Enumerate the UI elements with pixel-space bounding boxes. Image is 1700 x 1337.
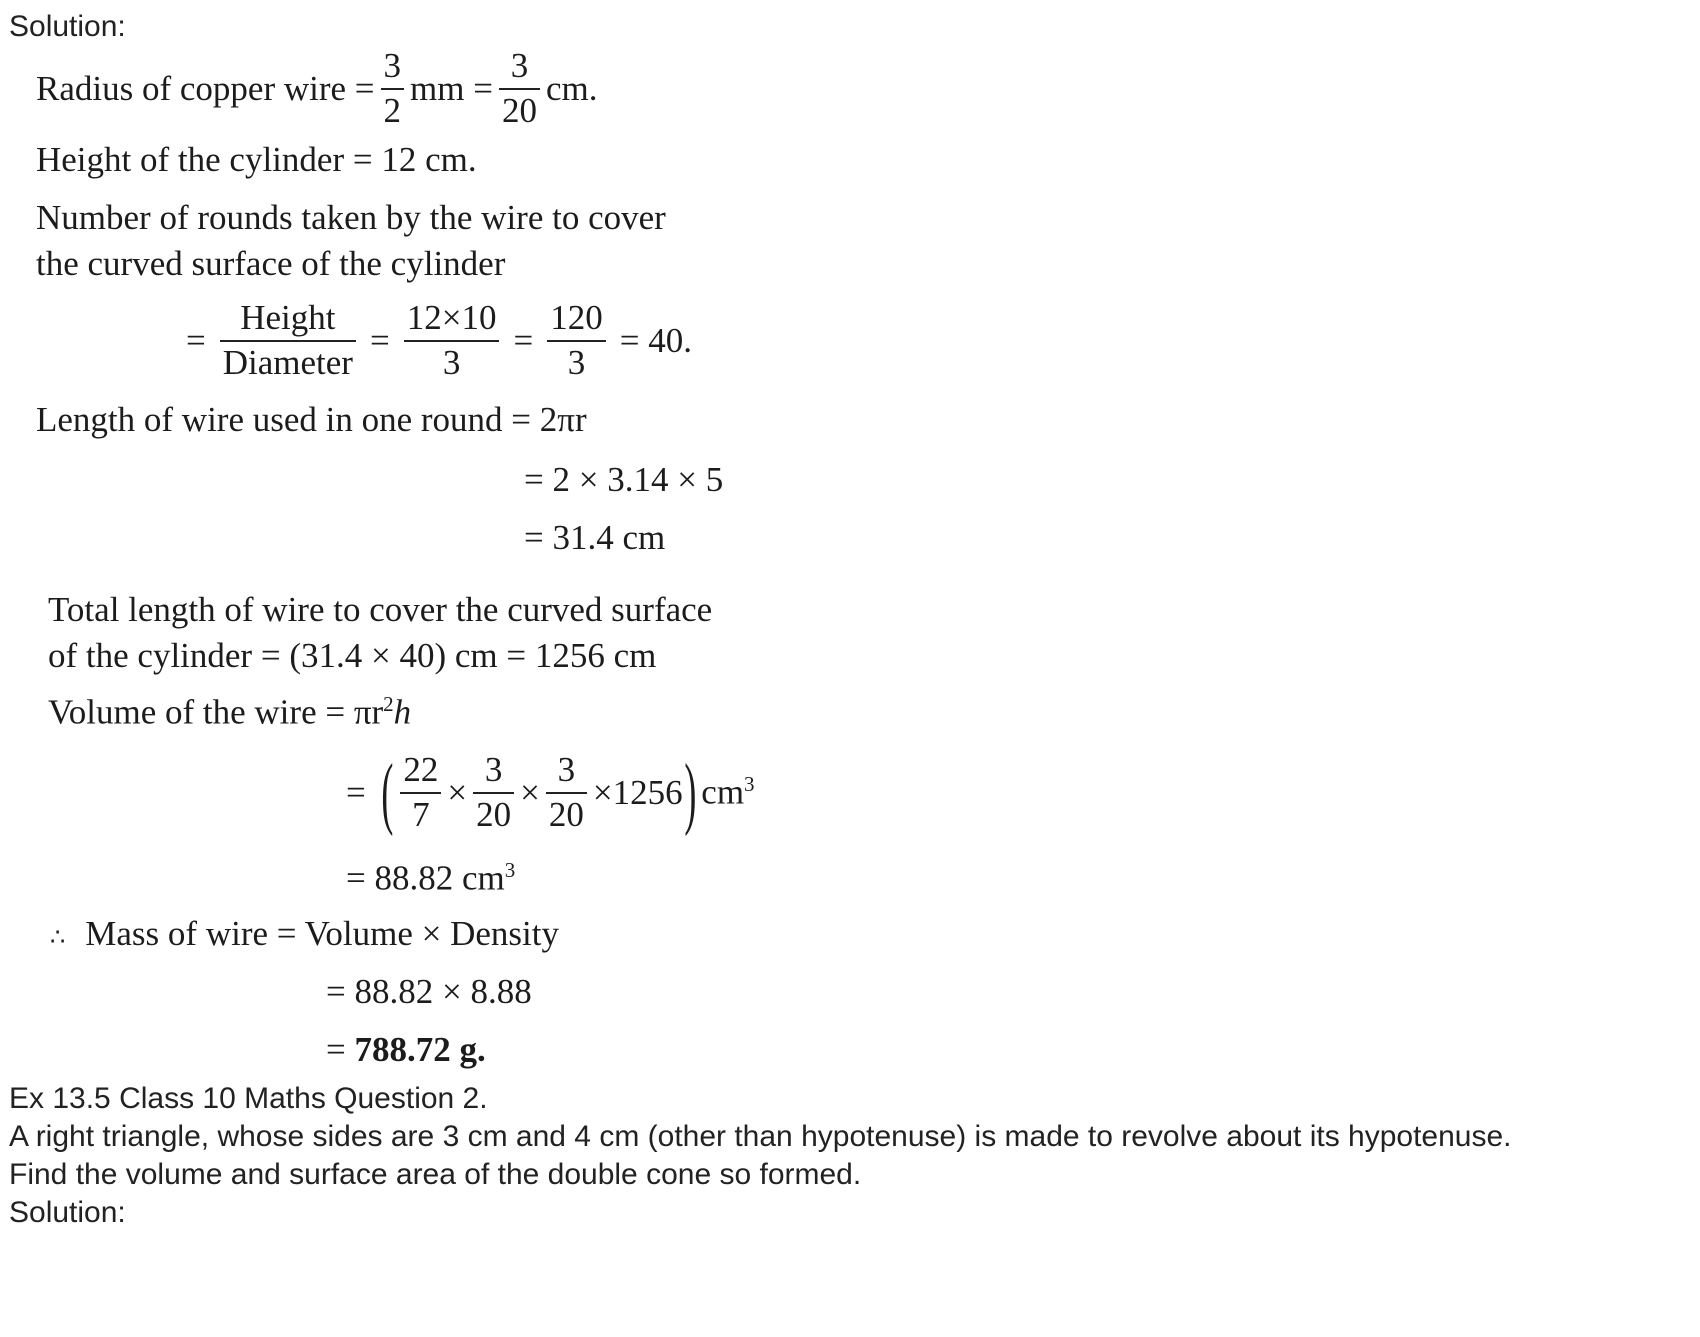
fraction-120-over-3-expanded [404,300,500,382]
denominator: 3 [567,342,586,382]
times-1256: ×1256 [592,772,683,812]
rounds-equation [186,300,692,382]
denominator: 20 [476,794,512,834]
radius-fraction-cm [499,48,540,130]
mass-result-line [326,1030,486,1070]
exponent: 2 [383,692,394,716]
numerator: 3 [510,46,529,85]
equals-sign: = [369,320,390,360]
rounds-line-1: Number of rounds taken by the wire to cover [36,198,666,237]
denominator: 2 [383,90,402,130]
therefore-symbol: ∴ [50,925,66,951]
denominator: 20 [548,794,584,834]
height-line: Height of the cylinder = 12 cm. [36,140,477,179]
fraction-bar [404,340,500,342]
unit-text: cm [701,773,745,813]
height-over-diameter [220,300,356,382]
length-one-round: Length of wire used in one round = 2πr [36,400,587,439]
length-step-1: = 2 × 3.14 × 5 [524,460,724,499]
equals-sign: = [326,1030,346,1069]
volume-unit [701,772,754,813]
numerator: 22 [403,750,439,789]
fraction-bar [220,340,356,342]
total-length-line-1: Total length of wire to cover the curved surface [48,590,713,629]
fraction-3-over-20-b [546,752,587,834]
volume-formula [48,692,411,733]
fraction-bar [499,88,540,90]
equals-sign: = [346,772,366,812]
fraction-120-over-3 [547,300,606,382]
height-symbol: h [393,692,412,732]
mass-label: Mass of wire = Volume × Density [85,914,559,953]
volume-equation [346,748,755,837]
radius-label: Radius of copper wire = [36,68,375,108]
numerator: Height [240,298,336,337]
radius-fraction-mm [381,48,405,130]
fraction-bar [546,792,587,794]
rounds-line-2: the curved surface of the cylinder [36,244,506,283]
question-text-line-1: A right triangle, whose sides are 3 cm and 4 cm (other than hypotenuse) is made to revolve about its hypotenuse. [9,1120,1512,1153]
left-paren: ( [381,748,394,837]
fraction-22-over-7 [400,752,441,834]
fraction-3-over-20-a [473,752,514,834]
times-sign: × [520,772,540,812]
numerator: 120 [550,298,603,337]
fraction-bar [473,792,514,794]
mass-step-1: = 88.82 × 8.88 [326,972,532,1011]
length-step-2: = 31.4 cm [524,518,666,557]
numerator: 3 [484,750,503,789]
numerator: 12×10 [406,298,497,337]
solution-label-2: Solution: [9,1196,126,1229]
numerator: 3 [557,750,576,789]
question-text-line-2: Find the volume and surface area of the double cone so formed. [9,1158,862,1191]
volume-result [346,858,515,899]
denominator: 20 [501,90,537,130]
question-title: Ex 13.5 Class 10 Maths Question 2. [9,1082,488,1115]
denominator: 3 [442,342,461,382]
equals-sign: = [513,320,534,360]
mass-line [50,914,559,954]
volume-label: Volume of the wire = πr [48,692,384,732]
mass-result: 788.72 g. [354,1030,486,1069]
fraction-bar [381,88,405,90]
radius-line [36,48,598,130]
numerator: 3 [383,46,402,85]
volume-result-text: = 88.82 cm [346,858,505,898]
exponent: 3 [504,858,516,882]
equals-sign: = [186,320,206,360]
times-sign: × [447,772,468,812]
exponent: 3 [744,772,755,797]
denominator: Diameter [222,342,353,382]
radius-unit-cm: cm. [545,68,598,108]
solution-label: Solution: [9,10,126,43]
fraction-bar [400,792,441,794]
fraction-bar [547,340,606,342]
denominator: 7 [412,794,430,834]
rounds-result: = 40. [619,320,692,360]
total-length-line-2: of the cylinder = (31.4 × 40) cm = 1256 cm [48,636,657,675]
radius-unit-mm: mm = [410,68,493,108]
right-paren: ) [683,748,696,837]
